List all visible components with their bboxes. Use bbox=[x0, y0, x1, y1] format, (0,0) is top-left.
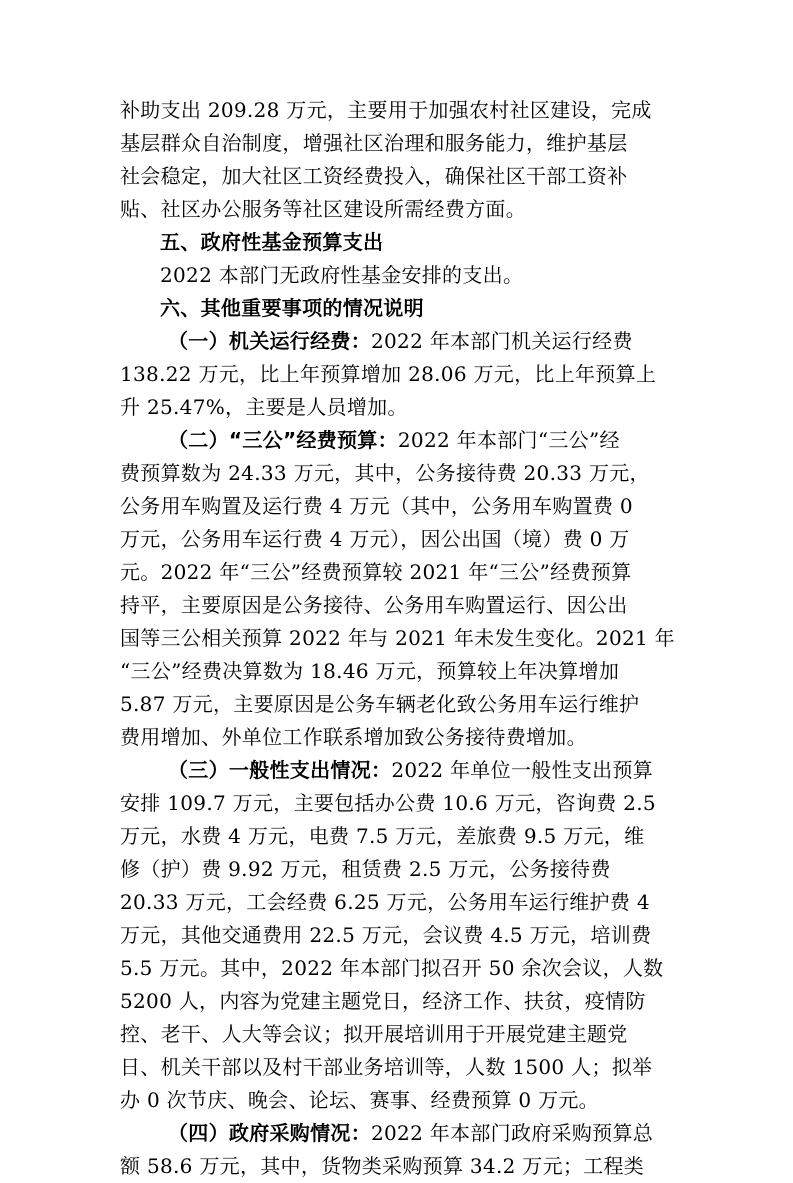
subsection-text: 2022 年本部门政府采购预算总 bbox=[371, 1121, 654, 1145]
body-line: 5.87 万元，主要原因是公务车辆老化致公务用车运行维护 bbox=[120, 692, 640, 716]
subsection-line-two bbox=[120, 424, 680, 457]
body-line: 20.33 万元，工会经费 6.25 万元，公务用车运行维护费 4 bbox=[120, 890, 650, 914]
body-line: 持平，主要原因是公务接待、公务用车购置运行、因公出 bbox=[120, 593, 628, 617]
body-line: 补助支出 209.28 万元，主要用于加强农村社区建设，完成 bbox=[120, 98, 652, 122]
subsection-lead-four: （四）政府采购情况： bbox=[168, 1121, 371, 1145]
section-heading-six: 六、其他重要事项的情况说明 bbox=[160, 296, 424, 320]
body-line: 贴、社区办公服务等社区建设所需经费方面。 bbox=[120, 197, 526, 221]
body-line: 2022 本部门无政府性基金安排的支出。 bbox=[160, 263, 524, 287]
body-line: 升 25.47%，主要是人员增加。 bbox=[120, 395, 408, 419]
body-line: 基层群众自治制度，增强社区治理和服务能力，维护基层 bbox=[120, 131, 628, 155]
body-line: 国等三公相关预算 2022 年与 2021 年未发生变化。2021 年 bbox=[120, 626, 675, 650]
body-line: 社会稳定，加大社区工资经费投入，确保社区干部工资补 bbox=[120, 164, 628, 188]
body-line: 费预算数为 24.33 万元，其中，公务接待费 20.33 万元， bbox=[120, 461, 650, 485]
body-line: 万元，其他交通费用 22.5 万元，会议费 4.5 万元，培训费 bbox=[120, 923, 652, 947]
section-heading-five: 五、政府性基金预算支出 bbox=[160, 230, 384, 254]
subsection-lead-one: （一）机关运行经费： bbox=[168, 329, 371, 353]
body-line: 万元，水费 4 万元，电费 7.5 万元，差旅费 9.5 万元，维 bbox=[120, 824, 645, 848]
subsection-line-three bbox=[120, 754, 680, 787]
body-line: 安排 109.7 万元，主要包括办公费 10.6 万元，咨询费 2.5 bbox=[120, 791, 656, 815]
body-line: 公务用车购置及运行费 4 万元（其中，公务用车购置费 0 bbox=[120, 494, 633, 518]
subsection-lead-three: （三）一般性支出情况： bbox=[168, 758, 392, 782]
subsection-text: 2022 年本部门机关运行经费 bbox=[371, 329, 633, 353]
body-line: 万元，公务用车运行费 4 万元），因公出国（境）费 0 万 bbox=[120, 527, 630, 551]
subsection-lead-two: （二）“三公”经费预算： bbox=[168, 428, 398, 452]
body-line: 控、老干、人大等会议；拟开展培训用于开展党建主题党 bbox=[120, 1022, 628, 1046]
body-line: 办 0 次节庆、晚会、论坛、赛事、经费预算 0 万元。 bbox=[120, 1088, 599, 1112]
subsection-line-one bbox=[120, 325, 680, 358]
body-line: 修（护）费 9.92 万元，租赁费 2.5 万元，公务接待费 bbox=[120, 857, 611, 881]
subsection-text: 2022 年单位一般性支出预算 bbox=[391, 758, 654, 782]
body-line: 5200 人，内容为党建主题党日，经济工作、扶贫，疫情防 bbox=[120, 989, 646, 1013]
body-line: 日、机关干部以及村干部业务培训等，人数 1500 人；拟举 bbox=[120, 1055, 653, 1079]
body-line: 138.22 万元，比上年预算增加 28.06 万元，比上年预算上 bbox=[120, 362, 657, 386]
body-line: 元。2022 年“三公”经费预算较 2021 年“三公”经费预算 bbox=[120, 560, 632, 584]
document-page bbox=[120, 94, 680, 1183]
subsection-text: 2022 年本部门“三公”经 bbox=[397, 428, 620, 452]
body-line: 额 58.6 万元，其中，货物类采购预算 34.2 万元；工程类 bbox=[120, 1154, 645, 1178]
body-line: “三公”经费决算数为 18.46 万元，预算较上年决算增加 bbox=[120, 659, 620, 683]
body-line: 5.5 万元。其中，2022 年本部门拟召开 50 余次会议，人数 bbox=[120, 956, 664, 980]
body-line: 费用增加、外单位工作联系增加致公务接待费增加。 bbox=[120, 725, 587, 749]
